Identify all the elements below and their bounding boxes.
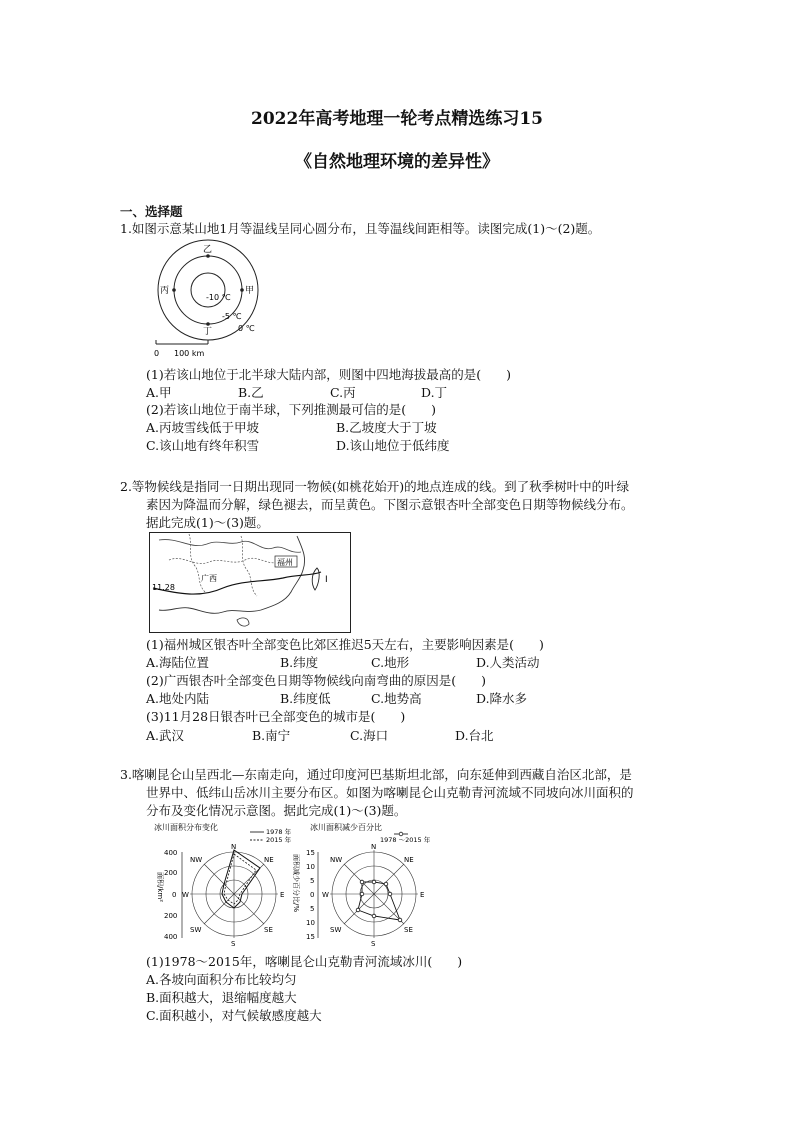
q1-sub1: (1)若该山地位于北半球大陆内部，则图中四地海拔最高的是( ) <box>146 367 511 382</box>
q2-sub2-option: A.地处内陆 <box>146 691 210 706</box>
q2-map-island: I <box>325 575 328 585</box>
q3-left-dir-s: S <box>231 940 236 948</box>
q3-right-tick: 5 <box>310 877 315 885</box>
q2-sub1: (1)福州城区银杏叶全部变色比郊区推迟5天左右，主要影响因素是( ) <box>146 637 544 652</box>
q3-right-ylabel: 面积减少百分比/% <box>292 854 300 913</box>
q1-sub2-option: D.该山地位于低纬度 <box>336 438 450 453</box>
q2-stem-line: 2.等物候线是指同一日期出现同一物候(如桃花始开)的地点连成的线。到了秋季树叶中的叶绿 <box>120 479 630 494</box>
q1-label-bing: 丙 <box>160 286 170 296</box>
q3-right-dir-nw: NW <box>330 856 343 864</box>
q3-right-tick: 10 <box>306 919 315 927</box>
q3-left-tick: 400 <box>164 849 178 857</box>
q3-left-tick: 200 <box>164 869 178 877</box>
q1-sub1-option: A.甲 <box>146 385 172 400</box>
q3-right-legend: 1978 ～2015 年 <box>380 836 431 844</box>
q1-scale-zero: 0 <box>154 349 160 358</box>
q2-map-province: 广西 <box>201 574 217 583</box>
q1-stem: 1.如图示意某山地1月等温线呈同心圆分布，且等温线间距相等。读图完成(1)～(2)题。 <box>120 221 601 236</box>
q3-right-dir-e: E <box>420 891 425 899</box>
section-heading: 一、选择题 <box>120 204 183 219</box>
q3-right-dir-w: W <box>322 891 329 899</box>
q3-left-title: 冰川面积分布变化 <box>154 823 218 832</box>
q3-left-dir-se: SE <box>264 926 273 934</box>
q2-sub3: (3)11月28日银杏叶已全部变色的城市是( ) <box>146 709 406 724</box>
q1-isotherm-label: -10 ℃ <box>206 293 231 302</box>
q1-label-yi: 乙 <box>203 245 213 255</box>
q1-label-jia: 甲 <box>245 286 255 296</box>
q2-sub1-option: A.海陆位置 <box>146 655 210 670</box>
q3-left-dir-n: N <box>231 843 237 851</box>
q3-right-tick: 15 <box>306 849 315 857</box>
q2-phenology-map <box>149 532 351 633</box>
q3-right-dir-se: SE <box>404 926 413 934</box>
q3-reduction-chart <box>290 820 440 950</box>
q1-isotherm-label: 0 ℃ <box>238 324 255 333</box>
q3-right-tick: 15 <box>306 933 315 941</box>
q2-sub1-option: D.人类活动 <box>476 655 540 670</box>
q2-map-date: 11.28 <box>152 583 175 592</box>
q2-sub3-option: D.台北 <box>455 728 494 743</box>
q3-sub1: (1)1978～2015年，喀喇昆仑山克勒青河流域冰川( ) <box>146 954 463 969</box>
q3-left-legend: 1978 年 <box>266 828 292 836</box>
q1-scale-distance: 100 km <box>174 349 205 358</box>
document-title: 2022年高考地理一轮考点精选练习15 <box>251 109 543 129</box>
q3-right-dir-n: N <box>371 843 377 851</box>
q3-left-tick: 200 <box>164 912 178 920</box>
q1-sub1-option: B.乙 <box>238 385 264 400</box>
q2-sub1-option: B.纬度 <box>280 655 319 670</box>
q3-left-legend: 2015 年 <box>266 836 292 844</box>
q3-stem-line: 世界中、低纬山岳冰川主要分布区。如图为喀喇昆仑山克勒青河流域不同坡向冰川面积的 <box>146 785 634 800</box>
q3-left-ylabel: 面积/km² <box>156 872 164 903</box>
q2-sub1-option: C.地形 <box>371 655 410 670</box>
q3-sub1-option: A.各坡向面积分布比较均匀 <box>146 972 297 987</box>
q1-sub2-option: C.该山地有终年积雪 <box>146 438 260 453</box>
q3-area-chart <box>146 820 302 950</box>
q3-sub1-option: C.面积越小，对气候敏感度越大 <box>146 1008 322 1023</box>
q3-left-dir-e: E <box>280 891 285 899</box>
q3-right-dir-sw: SW <box>330 926 342 934</box>
q3-stem-line: 分布及变化情况示意图。据此完成(1)～(3)题。 <box>146 803 407 818</box>
q2-sub2-option: D.降水多 <box>476 691 528 706</box>
q1-sub1-option: C.丙 <box>330 385 356 400</box>
q2-stem-line: 据此完成(1)～(3)题。 <box>146 515 269 530</box>
q3-left-dir-ne: NE <box>264 856 274 864</box>
q2-sub3-option: A.武汉 <box>146 728 185 743</box>
q1-sub2: (2)若该山地位于南半球，下列推测最可信的是( ) <box>146 402 436 417</box>
q3-right-dir-ne: NE <box>404 856 414 864</box>
q3-left-tick: 400 <box>164 933 178 941</box>
q3-left-dir-sw: SW <box>190 926 202 934</box>
q3-right-dir-s: S <box>371 940 376 948</box>
q2-sub2-option: C.地势高 <box>371 691 422 706</box>
q1-sub1-option: D.丁 <box>421 385 448 400</box>
q3-left-tick: 0 <box>172 891 177 899</box>
q3-right-tick: 0 <box>310 891 315 899</box>
q3-right-tick: 5 <box>310 905 315 913</box>
q3-sub1-option: B.面积越大，退缩幅度越大 <box>146 990 297 1005</box>
q1-isotherm-figure <box>150 238 280 360</box>
q2-sub3-option: B.南宁 <box>252 728 291 743</box>
q1-label-ding: 丁 <box>203 327 213 337</box>
q2-sub3-option: C.海口 <box>350 728 389 743</box>
q2-stem-line: 素因为降温而分解，绿色褪去，而呈黄色。下图示意银杏叶全部变色日期等物候线分布。 <box>146 497 634 512</box>
q3-left-dir-nw: NW <box>190 856 203 864</box>
q2-map-city: 福州 <box>277 558 293 567</box>
document-subtitle: 《自然地理环境的差异性》 <box>295 152 499 172</box>
q3-right-tick: 10 <box>306 863 315 871</box>
q1-isotherm-label: -5 ℃ <box>222 312 242 321</box>
q3-stem-line: 3.喀喇昆仑山呈西北—东南走向，通过印度河巴基斯坦北部，向东延伸到西藏自治区北部，是 <box>120 767 632 782</box>
q2-sub2: (2)广西银杏叶全部变色日期等物候线向南弯曲的原因是( ) <box>146 673 486 688</box>
q1-sub2-option: A.丙坡雪线低于甲坡 <box>146 420 260 435</box>
q2-sub2-option: B.纬度低 <box>280 691 331 706</box>
q3-right-title: 冰川面积减少百分比 <box>310 823 382 832</box>
q1-sub2-option: B.乙坡度大于丁坡 <box>336 420 437 435</box>
q3-left-dir-w: W <box>182 891 189 899</box>
